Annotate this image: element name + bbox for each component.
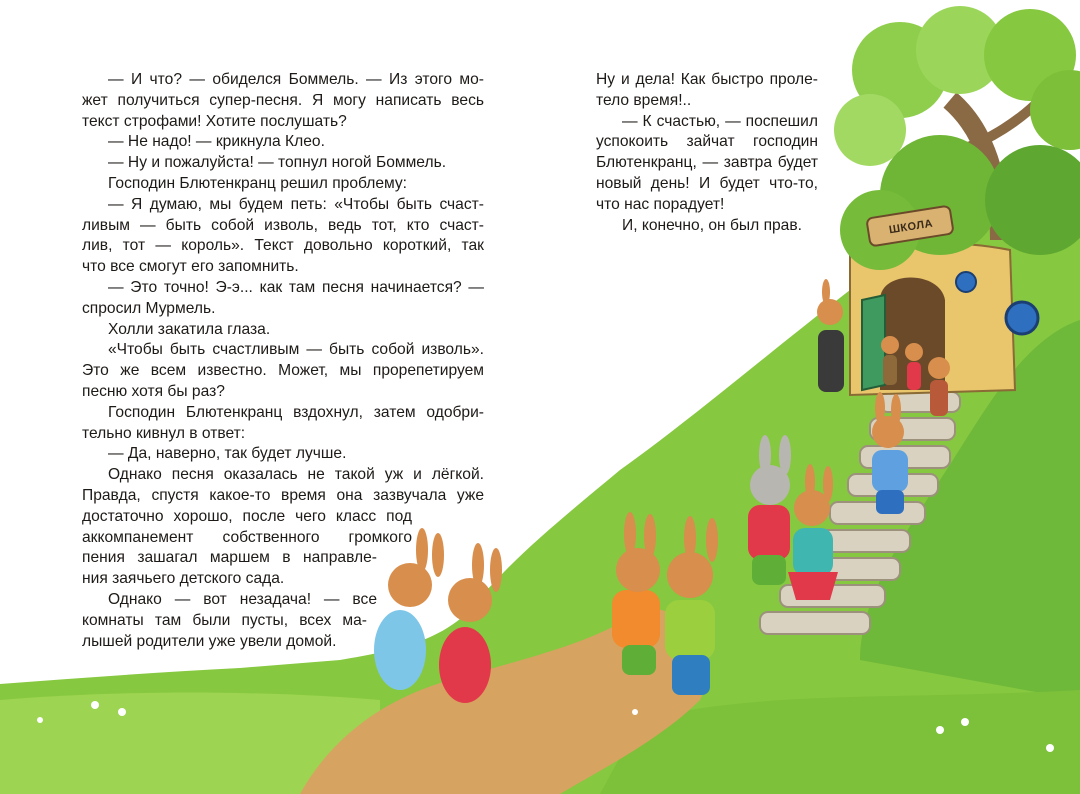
- left-text-column: [82, 70, 484, 652]
- text-line: Ну и дела! Как быстро проле-: [596, 71, 818, 88]
- text-line: Правда, спустя какое-то время она зазвучала уже: [82, 486, 484, 504]
- text-line: Господин Блютенкранц решил проблему:: [108, 174, 408, 192]
- text-line: текст строфами! Хотите послушать?: [82, 112, 347, 130]
- text-line: Господин Блютенкранц вздохнул, затем одобри-: [108, 403, 484, 421]
- text-line: тело время!..: [596, 91, 692, 109]
- text-line: — Не надо! — крикнула Клео.: [108, 133, 325, 151]
- text-line: что нас порадует!: [596, 195, 725, 213]
- text-line: что все смогут его запомнить.: [82, 258, 299, 276]
- text-line: Это же всем известно. Может, мы прорепетируем: [82, 362, 484, 380]
- text-line: Блютенкранц, — завтра будет: [596, 154, 818, 172]
- text-line: спросил Мурмель.: [82, 299, 216, 317]
- text-line: — Ну и пожалуйста! — топнул ногой Боммель.: [108, 154, 447, 172]
- text-line: И, конечно, он был прав.: [622, 216, 802, 234]
- text-line: жет получиться супер-песня. Я могу написать весь: [82, 91, 484, 109]
- text-line: тельно кивнул в ответ:: [82, 424, 246, 442]
- text-line: комнаты там были пусты, всех ма-: [82, 611, 367, 629]
- text-line: — К счастью, — поспешил: [622, 112, 818, 130]
- text-line: Однако — вот незадача! — все: [108, 590, 377, 608]
- text-line: — Да, наверно, так будет лучше.: [108, 445, 347, 463]
- text-line: — И что? — обиделся Боммель. — Из этого мо-: [108, 71, 484, 88]
- right-text-column: [596, 70, 818, 236]
- text-line: Однако песня оказалась не такой уж и лёгкой.: [108, 466, 484, 484]
- text-line: «Чтобы быть счастливым — быть собой изволь».: [108, 341, 484, 359]
- text-line: лышей родители уже увели домой.: [82, 632, 337, 650]
- text-line: пения зашагал маршем в направле-: [82, 549, 377, 567]
- school-sign: ШКОЛА: [888, 217, 934, 237]
- text-line: аккомпанемент собственного громкого: [82, 528, 412, 546]
- text-line: ния заячьего детского сада.: [82, 570, 285, 588]
- text-line: — Это точно! Э-э... как там песня начинается? —: [108, 278, 484, 296]
- teacher-bunny: [817, 279, 844, 392]
- text-line: песню хотя бы раз?: [82, 382, 225, 400]
- text-line: Холли закатила глаза.: [108, 320, 271, 338]
- text-line: ливым — быть собой изволь, ведь тот, кто счаст-: [82, 216, 484, 234]
- text-line: достаточно хорошо, после чего класс под: [82, 507, 412, 525]
- text-line: — Я думаю, мы будем петь: «Чтобы быть счаст-: [108, 195, 484, 213]
- text-line: успокоить зайчат господин: [596, 133, 818, 151]
- text-line: новый день! И будет что-то,: [596, 174, 818, 192]
- text-line: лив, тот — король». Текст довольно короткий, так: [82, 237, 484, 255]
